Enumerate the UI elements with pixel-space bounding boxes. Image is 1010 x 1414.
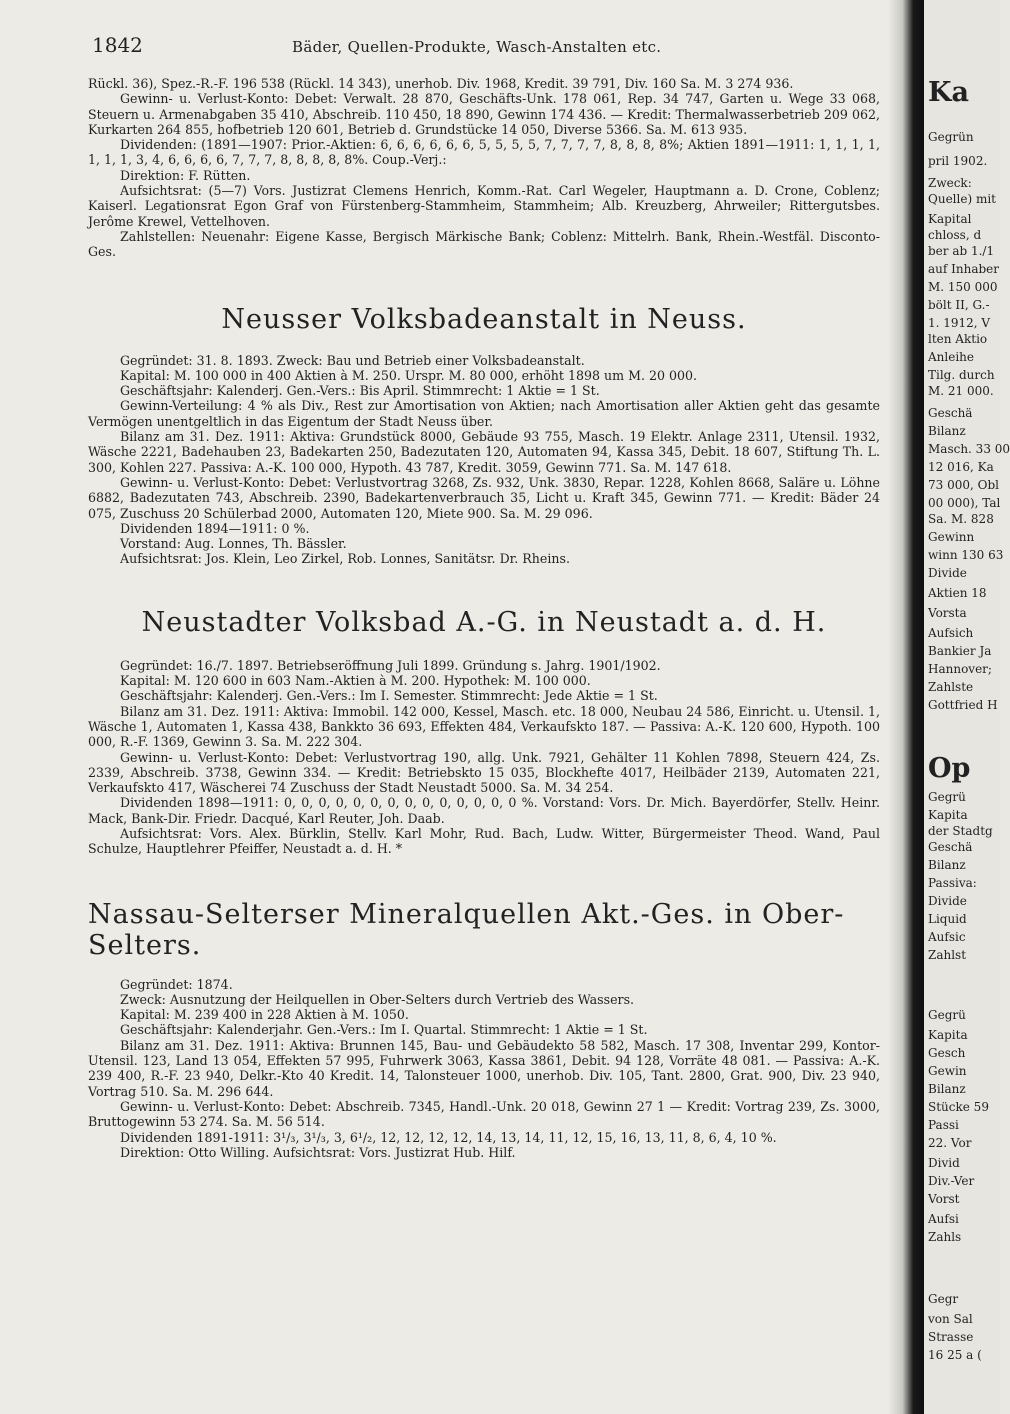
paragraph: Gewinn- u. Verlust-Konto: Debet: Abschreib. 7345, Handl.-Unk. 20 018, Gewinn 27 1 — Kredit: Vortrag 239, Zs. 3000, Bruttogewinn 53 274. Sa. M. 56 514. (88, 1098, 880, 1130)
adjacent-page-text: Aufsic (928, 930, 966, 944)
paragraph: Direktion: Otto Willing. Aufsichtsrat: Vors. Justizrat Hub. Hilf. (120, 1144, 516, 1160)
preface-continuation (88, 76, 880, 260)
adjacent-page-fragment (924, 0, 1010, 1414)
adjacent-page-text: Bilanz (928, 424, 966, 438)
adjacent-page-text: Bankier Ja (928, 644, 992, 658)
adjacent-page-text: 22. Vor (928, 1136, 972, 1150)
adjacent-page-text: Bilanz (928, 858, 966, 872)
running-head: Bäder, Quellen-Produkte, Wasch-Anstalten etc. (292, 38, 662, 56)
entry-body (88, 658, 880, 857)
paragraph: Bilanz am 31. Dez. 1911: Aktiva: Brunnen 145, Bau- und Gebäudekto 58 582, Masch. 17 308, Inventar 299, Kontor-Utensil. 123, Land 13 054, Effekten 57 995, Fuhrwerk 3063, Kassa 3861, Debit. 94 128, Vorräte 48 081. — Passiva: A.-K. 239 400, R.-F. 23 940, Delkr.-Kto 40 Kredit. 14, Talonsteuer 1000, unerhob. Div. 105, Tant. 2800, Grat. 900, Div. 23 940, Vortrag 510. Sa. M. 296 644. (88, 1037, 880, 1099)
paragraph: Zweck: Ausnutzung der Heilquellen in Ober-Selters durch Vertrieb des Wassers. (120, 991, 635, 1007)
adjacent-page-text: Aktien 18 (928, 586, 987, 600)
adjacent-page-text: Gewinn (928, 530, 975, 544)
book-gutter (888, 0, 924, 1414)
adjacent-page-text: Zahlste (928, 680, 974, 694)
adjacent-page-text: der Stadtg (928, 824, 993, 838)
adjacent-page-text: Aufsich (928, 626, 974, 640)
adjacent-page-text: Zahlst (928, 948, 967, 962)
paragraph: Kapital: M. 120 600 in 603 Nam.-Aktien à M. 200. Hypothek: M. 100 000. (120, 673, 591, 689)
adjacent-page-text: Vorst (928, 1192, 960, 1206)
paragraph: Gewinn- u. Verlust-Konto: Debet: Verwalt. 28 870, Geschäfts-Unk. 178 061, Rep. 34 747, Garten u. Wege 33 068, Steuern u. Armenabgaben 35 410, Abschreib. 110 450, 18 890, Gewinn 174 436. — Kredit: Thermalwasserbetrieb 209 062, Kurkarten 264 855, hofbetrieb 120 601, Betrieb d. Grundstücke 14 050, Diverse 5366. Sa. M. 613 935. (88, 91, 880, 137)
entry-neustadter-volksbad (88, 607, 880, 857)
adjacent-page-text: Tilg. durch (928, 368, 995, 382)
paragraph: Gegründet: 31. 8. 1893. Zweck: Bau und Betrieb einer Volksbadeanstalt. (120, 352, 585, 368)
paragraph: Dividenden 1891-1911: 3¹/₃, 3¹/₃, 3, 6¹/₂, 12, 12, 12, 12, 14, 13, 14, 11, 12, 15, 16, 13, 11, 8, 6, 4, 10 %. (120, 1129, 777, 1145)
paragraph: Bilanz am 31. Dez. 1911: Aktiva: Grundstück 8000, Gebäude 93 755, Masch. 19 Elektr. Anlage 2311, Utensil. 1932, Wäsche 2221, Badehauben 23, Badekarten 250, Badezutaten 120, Automaten 94, Kassa 345, Debit. 18 607, Stiftung Th. L. 300, Kohlen 227. Passiva: A.-K. 100 000, Hypoth. 43 787, Kredit. 3059, Gewinn 771. Sa. M. 147 618. (88, 429, 880, 475)
page-number: 1842 (92, 33, 143, 57)
paragraph: Kapital: M. 239 400 in 228 Aktien à M. 1050. (120, 1007, 409, 1023)
adjacent-page-text: Gegrü (928, 790, 966, 804)
adjacent-page-text: Ka (928, 77, 969, 108)
paragraph: Vorstand: Aug. Lonnes, Th. Bässler. (120, 536, 347, 552)
paragraph: Direktion: F. Rütten. (120, 167, 251, 183)
paragraph: Dividenden 1898—1911: 0, 0, 0, 0, 0, 0, 0, 0, 0, 0, 0, 0, 0, 0 %. Vorstand: Vors. Dr. Mich. Bayerdörfer, Stellv. Heinr. Mack, Bank-Dir. Friedr. Dacqué, Karl Reuter, Joh. Daab. (88, 795, 880, 826)
paragraph: Gegründet: 1874. (120, 976, 233, 992)
adjacent-page-text: 00 000), Tal (928, 496, 1001, 510)
adjacent-page-text: Gewin (928, 1064, 967, 1078)
paragraph: Geschäftsjahr: Kalenderj. Gen.-Vers.: Im I. Semester. Stimmrecht: Jede Aktie = 1 St. (120, 688, 658, 704)
adjacent-page-text: Hannover; (928, 662, 992, 676)
paragraph: Kapital: M. 100 000 in 400 Aktien à M. 250. Urspr. M. 80 000, erhöht 1898 um M. 20 000. (120, 367, 698, 383)
adjacent-page-text: Divide (928, 894, 967, 908)
paragraph: Aufsichtsrat: Vors. Alex. Bürklin, Stellv. Karl Mohr, Rud. Bach, Ludw. Witter, Bürgermeister Theod. Wand, Paul Schulze, Hauptlehrer Pfeiffer, Neustadt a. d. H. * (88, 825, 880, 857)
adjacent-page-text: Geschä (928, 406, 973, 420)
paragraph: Aufsichtsrat: (5—7) Vors. Justizrat Clemens Henrich, Komm.-Rat. Carl Wegeler, Hauptmann a. D. Crone, Coblenz; Kaiserl. Legationsrat Egon Graf von Fürstenberg-Stammheim, Stammheim; Alb. Kreuzberg, Ahrweiler; Rittergutsbes. Jerôme Krewel, Vettelhoven. (88, 183, 880, 229)
adjacent-page-text: Stücke 59 (928, 1100, 989, 1114)
paragraph: Gewinn- u. Verlust-Konto: Debet: Verlustvortrag 190, allg. Unk. 7921, Gehälter 11 Kohlen 7898, Steuern 424, Zs. 2339, Abschreib. 3738, Gewinn 334. — Kredit: Betriebskto 15 035, Blockhefte 4017, Heilbäder 2139, Automaten 221, Verkaufskto 417, Wäscherei 74 Zuschuss der Stadt Neustadt 5000. Sa. M. 34 254. (88, 749, 880, 796)
adjacent-page-text: Anleihe (928, 350, 975, 364)
adjacent-page-text: Divid (928, 1156, 960, 1170)
paragraph: Dividenden 1894—1911: 0 %. (120, 520, 310, 536)
adjacent-page-text: Geschä (928, 840, 973, 854)
paragraph: Aufsichtsrat: Jos. Klein, Leo Zirkel, Rob. Lonnes, Sanitätsr. Dr. Rheins. (120, 551, 570, 567)
adjacent-page-text: M. 150 000 (928, 280, 998, 294)
adjacent-page-text: 16 25 a ( (928, 1348, 982, 1362)
adjacent-page-text: Divide (928, 566, 967, 580)
adjacent-page-text: Strasse (928, 1330, 974, 1344)
adjacent-page-text: Liquid (928, 912, 967, 926)
adjacent-page-text: Masch. 33 00 (928, 442, 1010, 456)
adjacent-page-text: pril 1902. (928, 154, 988, 168)
adjacent-page-text: Passiva: (928, 876, 977, 890)
adjacent-page-text: Vorsta (928, 606, 967, 620)
adjacent-page-text: Gottfried H (928, 698, 998, 712)
adjacent-page-text: Gesch (928, 1046, 966, 1060)
adjacent-page-text: Gegrü (928, 1008, 966, 1022)
page-header (92, 33, 882, 63)
adjacent-page-text: ber ab 1./1 (928, 244, 995, 258)
adjacent-page-text: Zweck: (928, 176, 972, 190)
paragraph: Rückl. 36), Spez.-R.-F. 196 538 (Rückl. 14 343), unerhob. Div. 1968, Kredit. 39 791, Div. 160 Sa. M. 3 274 936. (88, 76, 794, 91)
adjacent-page-text: auf Inhaber (928, 262, 1000, 276)
paragraph: Gewinn- u. Verlust-Konto: Debet: Verlustvortrag 3268, Zs. 932, Unk. 3830, Repar. 1228, Kohlen 8668, Saläre u. Löhne 6882, Badezutaten 743, Abschreib. 2390, Badekartenverbrauch 35, Licht u. Kraft 345, Gewinn 771. — Kredit: Bäder 24 075, Zuschuss 20 Schülerbad 2000, Automaten 120, Miete 900. Sa. M. 29 096. (88, 474, 880, 521)
paragraph: Zahlstellen: Neuenahr: Eigene Kasse, Bergisch Märkische Bank; Coblenz: Mittelrh. Bank, Rhein.-Westfäl. Disconto-Ges. (88, 228, 880, 260)
adjacent-page-text: Aufsi (928, 1212, 959, 1226)
adjacent-page-text: lten Aktio (928, 332, 988, 346)
paragraph: Gewinn-Verteilung: 4 % als Div., Rest zur Amortisation von Aktien; nach Amortisation aller Aktien geht das gesamte Vermögen unentgeltlich in das Eigentum der Stadt Neuss über. (88, 398, 880, 429)
adjacent-page-text: Sa. M. 828 (928, 512, 994, 526)
adjacent-page-text: Gegr (928, 1292, 959, 1306)
paragraph: Dividenden: (1891—1907: Prior.-Aktien: 6, 6, 6, 6, 6, 6, 5, 5, 5, 5, 7, 7, 7, 7, 8, 8, 8, 8%; Aktien 1891—1911: 1, 1, 1, 1, 1, 1, 1, 3, 4, 6, 6, 6, 6, 7, 7, 7, 8, 8, 8, 8, 8%. Coup.-Verj.: (88, 137, 880, 168)
adjacent-page-text: Passi (928, 1118, 959, 1132)
entry-nassau-selterser (88, 899, 880, 1161)
adjacent-page-text: M. 21 000. (928, 384, 994, 398)
adjacent-page-text: Op (928, 753, 971, 784)
adjacent-page-text: Quelle) mit (928, 192, 996, 206)
adjacent-page-text: 73 000, Obl (928, 478, 999, 492)
adjacent-page-text: bölt II, G.- (928, 298, 990, 312)
adjacent-page-text: 1. 1912, V (928, 316, 991, 330)
entry-title: Neustadter Volksbad A.-G. in Neustadt a. d. H. (141, 606, 827, 638)
paragraph: Gegründet: 16./7. 1897. Betriebseröffnung Juli 1899. Gründung s. Jahrg. 1901/1902. (120, 657, 661, 673)
entry-neusser-volksbadeanstalt (88, 304, 880, 567)
paragraph: Bilanz am 31. Dez. 1911: Aktiva: Immobil. 142 000, Kessel, Masch. etc. 18 000, Neubau 24 586, Einricht. u. Utensil. 1, Wäsche 1, Automaten 1, Kassa 438, Bankkto 36 693, Effekten 484, Verkaufskto 187. — Passiva: A.-K. 120 600, Hypoth. 100 000, R.-F. 1369, Gewinn 3. Sa. M. 222 304. (88, 703, 880, 750)
entry-title: Neusser Volksbadeanstalt in Neuss. (221, 303, 747, 335)
adjacent-page-text: Kapital (928, 212, 972, 226)
adjacent-page-text: von Sal (928, 1312, 973, 1326)
entry-title: Nassau-Selterser Mineralquellen Akt.-Ges. in Ober-Selters. (88, 898, 845, 961)
main-column (88, 76, 880, 1160)
adjacent-page-text: Gegrün (928, 130, 974, 144)
adjacent-page-text: chloss, d (928, 228, 982, 242)
adjacent-page-text: Div.-Ver (928, 1174, 975, 1188)
paragraph: Geschäftsjahr: Kalenderj. Gen.-Vers.: Bis April. Stimmrecht: 1 Aktie = 1 St. (120, 383, 600, 399)
adjacent-page-text: 12 016, Ka (928, 460, 994, 474)
entry-body (88, 977, 880, 1161)
adjacent-page-text: winn 130 63 (928, 548, 1004, 562)
adjacent-page-text: Bilanz (928, 1082, 966, 1096)
adjacent-page-text: Zahls (928, 1230, 962, 1244)
adjacent-page-text: Kapita (928, 1028, 968, 1042)
paragraph: Geschäftsjahr: Kalenderjahr. Gen.-Vers.: Im I. Quartal. Stimmrecht: 1 Aktie = 1 St. (120, 1022, 648, 1038)
entry-body (88, 353, 880, 567)
adjacent-page-text: Kapita (928, 808, 968, 822)
